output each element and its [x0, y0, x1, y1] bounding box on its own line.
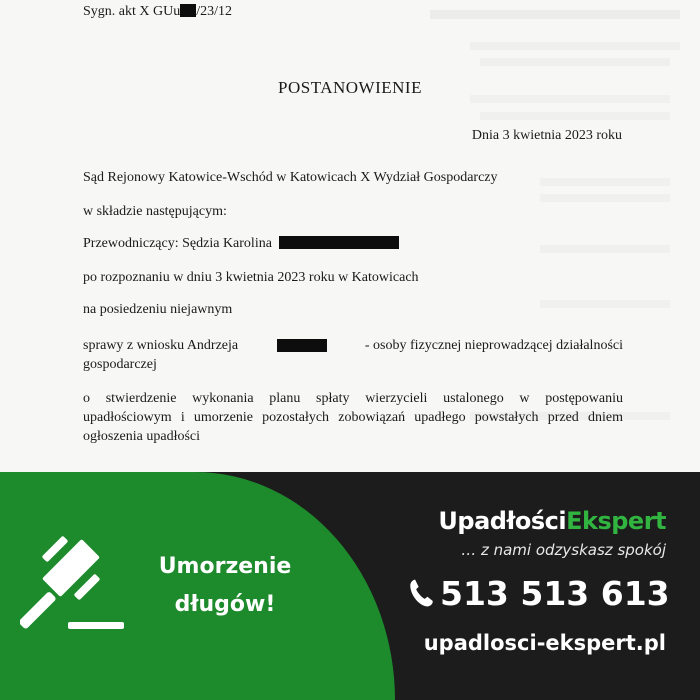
motion-paragraph [83, 336, 623, 374]
presiding-label: Przewodniczący: Sędzia Karolina [83, 236, 272, 251]
document-date: Dnia 3 kwietnia 2023 roku [471, 128, 622, 143]
headline-line-1: Umorzenie [158, 554, 292, 579]
subject-line-2: upadłościowym i umorzenie pozostałych zobowiązań upadłego powstałych przed dniem [83, 410, 623, 425]
show-through-line [470, 42, 680, 50]
show-through-line [430, 10, 680, 19]
show-through-line [540, 245, 670, 253]
show-through-line [540, 178, 670, 186]
show-through-line [480, 58, 670, 66]
presiding-judge [83, 236, 399, 252]
brand-part-1: Upadłości [438, 507, 567, 535]
show-through-line [480, 112, 670, 120]
session-line: na posiedzeniu niejawnym [83, 302, 233, 317]
redaction-bar [277, 339, 327, 352]
tagline: … z nami odzyskasz spokój [461, 541, 666, 559]
brand-logo [400, 507, 666, 535]
subject-line-1: o stwierdzenie wykonania planu spłaty wierzycieli ustalonego w postępowaniu [83, 391, 623, 406]
motion-line-2: gospodarczej [83, 357, 157, 372]
document-title: POSTANOWIENIE [278, 78, 422, 97]
brand-part-2: Ekspert [566, 507, 666, 535]
show-through-line [540, 300, 670, 308]
phone-number[interactable] [408, 574, 670, 613]
motion-tail: - osoby fizycznej nieprowadzącej działalności [364, 338, 623, 353]
subject-line-3: ogłoszenia upadłości [83, 429, 201, 444]
gavel-icon [20, 530, 130, 640]
redaction-bar [279, 236, 399, 249]
headline-line-2: długów! [174, 592, 276, 617]
considered-line: po rozpoznaniu w dniu 3 kwietnia 2023 roku w Katowicach [83, 270, 419, 285]
motion-lead: sprawy z wniosku Andrzeja [83, 338, 239, 353]
court-name: Sąd Rejonowy Katowice-Wschód w Katowicach X Wydział Gospodarczy [83, 170, 498, 185]
redaction-bar [180, 4, 196, 17]
motion-line-1 [83, 336, 623, 355]
case-number-suffix: /23/12 [196, 4, 233, 19]
composition-line: w składzie następującym: [83, 204, 227, 219]
subject-paragraph [83, 389, 623, 446]
headline [135, 548, 315, 624]
website-link[interactable]: upadlosci-ekspert.pl [423, 631, 666, 655]
case-number-prefix: Sygn. akt X GUu [83, 4, 181, 19]
phone-icon [408, 578, 434, 608]
case-number [83, 4, 232, 20]
show-through-line [540, 194, 670, 202]
phone-number-text: 513 513 613 [440, 574, 670, 613]
